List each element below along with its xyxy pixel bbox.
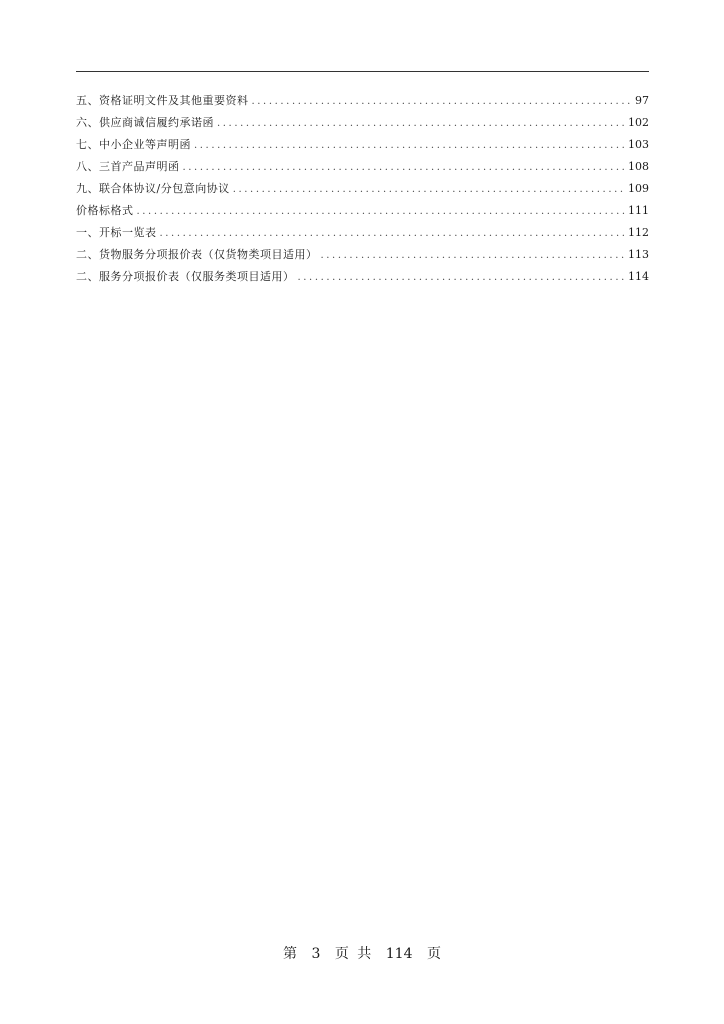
toc-entry-page: 109 [628,182,649,195]
toc-entry[interactable] [76,156,649,178]
toc-entry-title: 二、服务分项报价表（仅服务类项目适用） [76,270,295,283]
toc-dot-leader [252,91,633,113]
toc-entry-title: 五、资格证明文件及其他重要资料 [76,94,249,107]
toc-entry-title: 六、供应商诚信履约承诺函 [76,116,214,129]
toc-entry-title: 八、三首产品声明函 [76,160,180,173]
toc-dot-leader [160,223,626,245]
toc-entry-title: 七、中小企业等声明函 [76,138,191,151]
page-footer [0,944,724,964]
toc-entry[interactable] [76,244,649,266]
toc-dot-leader [298,267,626,289]
toc-entry-page: 102 [628,116,649,129]
toc-dot-leader [183,157,626,179]
toc-entry-page: 111 [628,204,649,217]
toc-entry-page: 114 [628,270,649,283]
header-rule [76,71,649,72]
toc-entry-title: 一、开标一览表 [76,226,157,239]
footer-prefix: 第 [283,946,298,962]
toc-entry-title: 九、联合体协议/分包意向协议 [76,182,230,195]
toc-dot-leader [217,113,625,135]
toc-entry-page: 108 [628,160,649,173]
toc-entry-page: 112 [628,226,649,239]
toc-entry-page: 113 [628,248,649,261]
toc-entry[interactable] [76,200,649,222]
toc-dot-leader [233,179,625,201]
toc-entry-page: 103 [628,138,649,151]
toc-entry[interactable] [76,266,649,288]
toc-entry-title: 二、货物服务分项报价表（仅货物类项目适用） [76,248,318,261]
footer-suffix: 页 [426,946,441,962]
toc-dot-leader [321,245,626,267]
toc-entry[interactable] [76,112,649,134]
toc-entry-title: 价格标格式 [76,204,134,217]
toc-entry-page: 97 [635,94,649,107]
footer-total-pages: 114 [385,946,413,962]
toc-entry[interactable] [76,134,649,156]
table-of-contents [76,90,649,288]
toc-entry[interactable] [76,178,649,200]
footer-mid: 页 共 [334,946,372,962]
toc-dot-leader [137,201,626,223]
toc-dot-leader [194,135,625,157]
toc-entry[interactable] [76,90,649,112]
toc-entry[interactable] [76,222,649,244]
footer-current-page: 3 [311,946,321,962]
